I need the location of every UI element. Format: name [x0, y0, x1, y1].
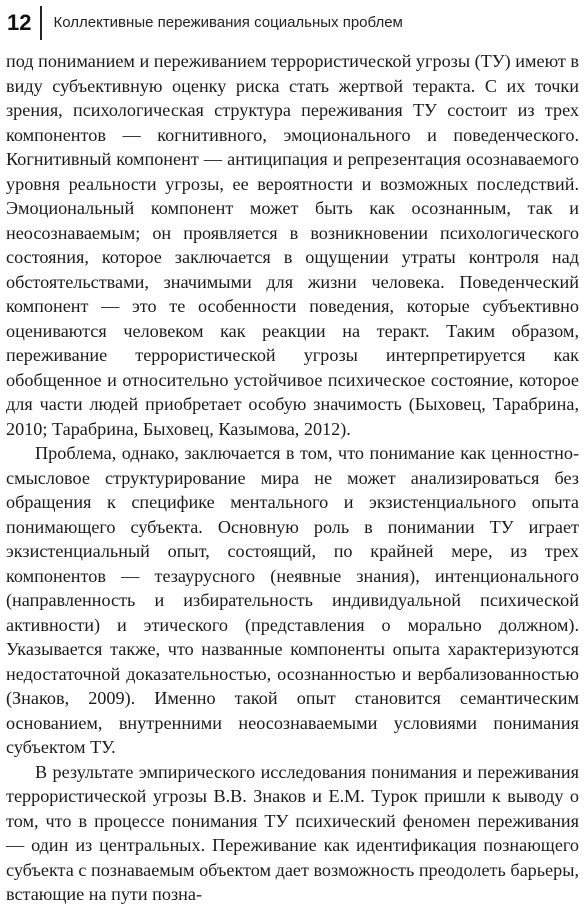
- paragraph-1: под пониманием и переживанием террористической угрозы (ТУ) имеют в виду субъективную оценку риска стать жертвой теракта. С их точки зрения, психологическая структура переживания ТУ состоит из трех компонентов — когнитивного, эмоционального и поведенческого. Когнитивный компонент — антиципация и репрезентация осознаваемого уровня реальности угрозы, ее вероятности и возможных последствий. Эмоциональный компонент может быть как осознанным, так и неосознаваемым; он проявляется в возникновении психологического состояния, которое заключается в ощущении утраты контроля над обстоятельствами, значимыми для жизни человека. Поведенческий компонент — это те особенности поведения, которые субъективно оцениваются человеком как реакции на теракт. Таким образом, переживание террористической угрозы интерпретируется как обобщенное и относительно устойчивое психическое состояние, которое для части людей приобретает особую значимость (Быховец, Тарабрина, 2010; Тарабрина, Быховец, Казымова, 2012).: [6, 51, 580, 439]
- running-title: Коллективные переживания социальных проблем: [53, 14, 403, 31]
- body-text: [6, 49, 579, 907]
- paragraph-2: Проблема, однако, заключается в том, что понимание как ценностно-смысловое структурирование мира не может анализироваться без обращения к специфике ментального и экзистенциального опыта понимающего субъекта. Основную роль в понимании ТУ играет экзистенциальный опыт, состоящий, по крайней мере, из трех компонентов — тезаурусного (неявные знания), интенционального (направленность и избирательность индивидуальной психической активности) и этического (представления о морально должном). Указывается также, что названные компоненты опыта характеризуются недостаточной доказательностью, осознанностью и вербализованностью (Знаков, 2009). Именно такой опыт становится семантическим основанием, внутренними неосознаваемыми условиями понимания субъектом ТУ.: [6, 443, 579, 757]
- page-number: 12: [7, 10, 32, 35]
- paragraph-3: В результате эмпирического исследования понимания и переживания террористической угрозы В.В. Знаков и Е.М. Турок пришли к выводу о том, что в процессе понимания ТУ психический феномен переживания — один из центральных. Переживание как идентификация познающего субъекта с познаваемым объектом дает возможность преодолеть барьеры, встающие на пути позна-: [6, 761, 579, 904]
- header-divider: [40, 6, 42, 40]
- page-header: [7, 6, 403, 40]
